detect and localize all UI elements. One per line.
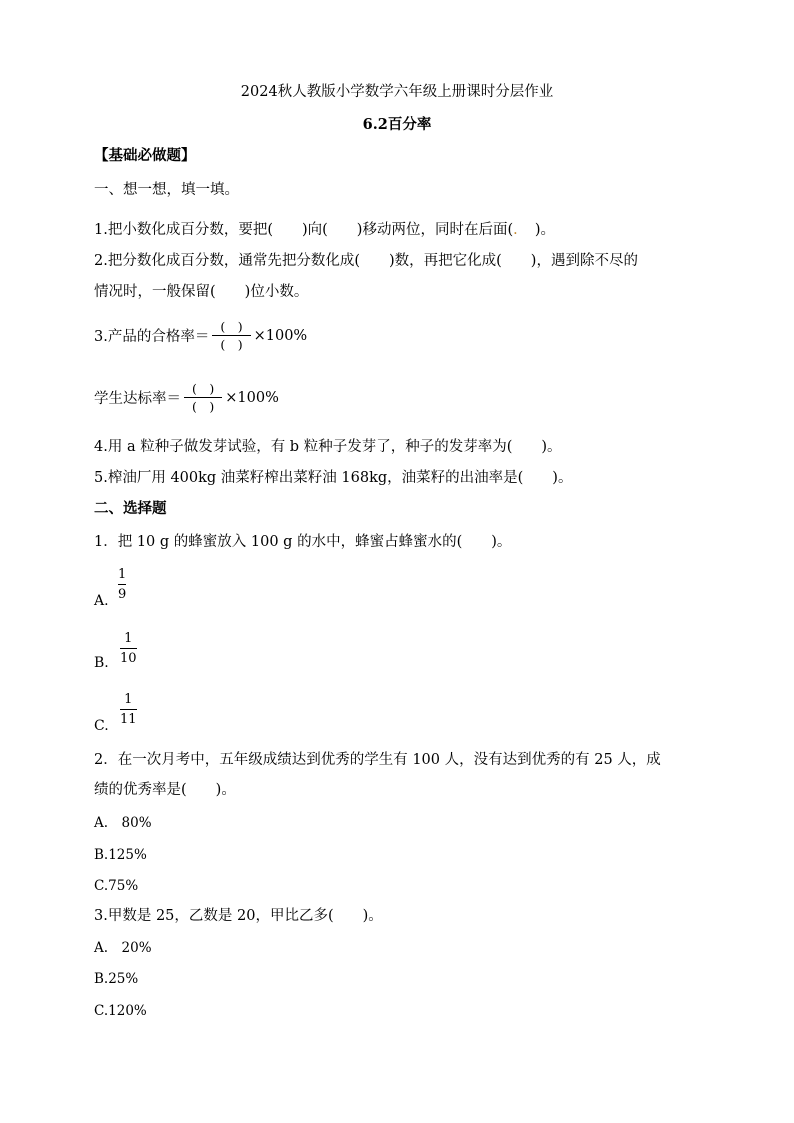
fraction-bar — [120, 709, 137, 710]
question-1-1 — [94, 220, 555, 240]
question-1-1-text-b: )。 — [520, 222, 556, 238]
option-a: A. 80% — [94, 815, 152, 831]
option-b-label: B. — [94, 655, 109, 671]
formula-prefix: 3.产品的合格率＝ — [94, 329, 210, 345]
formula-suffix: ×100% — [253, 327, 308, 344]
fraction-bar — [118, 584, 126, 585]
question-1-2-line1: 2.把分数化成百分数，通常先把分数化成( )数，再把它化成( )，遇到除不尽的 — [94, 253, 638, 269]
question-2-2-stem-line2: 绩的优秀率是( )。 — [94, 782, 236, 798]
option-c: C.75% — [94, 878, 139, 894]
question-1-1-mark: ． — [513, 222, 521, 238]
formula-fraction — [212, 318, 250, 353]
fraction-denominator: ( ) — [220, 337, 243, 352]
formula-fraction — [184, 380, 222, 415]
option-b: B.25% — [94, 971, 139, 987]
fraction-denominator: 11 — [120, 712, 137, 727]
formula-suffix: ×100% — [225, 389, 279, 406]
fraction-numerator: ( ) — [220, 319, 243, 334]
fraction-numerator: 1 — [124, 692, 133, 707]
option-b: B.125% — [94, 847, 147, 863]
question-1-5: 5.榨油厂用 400kg 油菜籽榨出菜籽油 168kg，油菜籽的出油率是( )。 — [94, 470, 573, 486]
option-c-label: C. — [94, 718, 109, 734]
question-1-4: 4.用 a 粒种子做发芽试验，有 b 粒种子发芽了，种子的发芽率为( )。 — [94, 439, 562, 455]
option-c-fraction — [120, 691, 137, 728]
question-1-2-line2: 情况时，一般保留( )位小数。 — [94, 284, 309, 300]
question-1-3b-formula — [94, 380, 279, 415]
fraction-numerator: ( ) — [192, 381, 215, 396]
fraction-denominator: ( ) — [192, 399, 215, 414]
option-c: C.120% — [94, 1003, 147, 1019]
fraction-denominator: 9 — [118, 587, 127, 602]
formula-prefix: 学生达标率＝ — [94, 391, 181, 407]
question-2-2-stem-line1: 2．在一次月考中，五年级成绩达到优秀的学生有 100 人，没有达到优秀的有 25 人，成 — [94, 752, 661, 768]
fraction-numerator: 1 — [124, 631, 133, 646]
option-a-label: A. — [94, 593, 109, 609]
worksheet-title: 2024秋人教版小学数学六年级上册课时分层作业 — [240, 84, 554, 100]
option-a-fraction — [118, 566, 126, 603]
question-2-1-stem: 1．把 10 g 的蜂蜜放入 100 g 的水中，蜂蜜占蜂蜜水的( )。 — [94, 534, 512, 550]
part1-heading: 一、想一想，填一填。 — [94, 182, 239, 198]
option-a: A. 20% — [94, 940, 152, 956]
section-basic-heading: 【基础必做题】 — [94, 147, 196, 164]
question-2-3-stem: 3.甲数是 25，乙数是 20，甲比乙多( )。 — [94, 908, 383, 924]
part2-heading: 二、选择题 — [94, 500, 167, 517]
question-1-3-formula — [94, 318, 307, 353]
option-b-fraction — [120, 630, 137, 667]
fraction-numerator: 1 — [118, 567, 127, 582]
lesson-title: 6.2百分率 — [362, 116, 432, 133]
fraction-bar — [120, 648, 137, 649]
fraction-denominator: 10 — [120, 651, 137, 666]
question-1-1-text-a: 1.把小数化成百分数，要把( )向( )移动两位，同时在后面( — [94, 222, 514, 238]
